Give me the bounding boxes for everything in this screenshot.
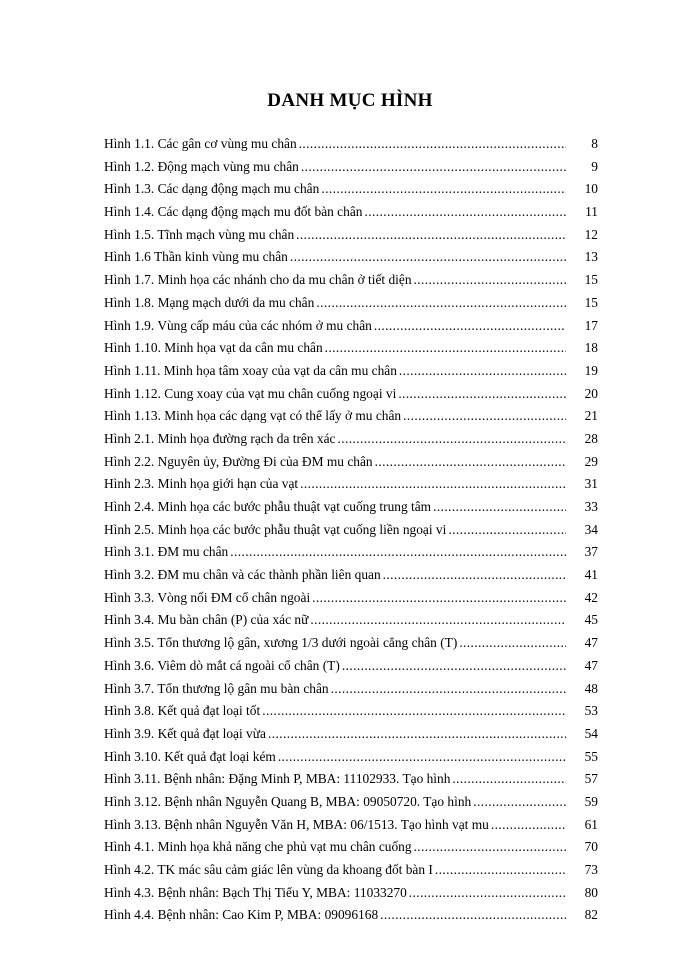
figure-caption: Hình 3.5. Tổn thương lộ gân, xương 1/3 dưới ngoài cẳng chân (T) — [104, 635, 458, 651]
figure-caption: Hình 3.11. Bệnh nhân: Đặng Minh P, MBA: 11102933. Tạo hình — [104, 771, 451, 787]
figure-list-item[interactable] — [104, 817, 598, 840]
figure-list-item[interactable] — [104, 408, 598, 431]
page-number: 34 — [584, 521, 598, 537]
dot-leader — [398, 386, 566, 402]
figure-caption: Hình 4.4. Bệnh nhân: Cao Kim P, MBA: 09096168 — [104, 907, 379, 923]
figure-caption: Hình 3.3. Vòng nối ĐM cổ chân ngoài — [104, 589, 311, 605]
page-number: 11 — [585, 204, 598, 220]
page-number: 31 — [584, 476, 598, 492]
dot-leader — [473, 794, 566, 810]
page-number: 41 — [584, 567, 598, 583]
figure-list-item[interactable] — [104, 612, 598, 635]
figure-caption: Hình 1.6 Thần kinh vùng mu chân — [104, 249, 288, 265]
page-number: 10 — [584, 181, 598, 197]
figure-caption: Hình 1.9. Vùng cấp máu của các nhóm ở mu chân — [104, 317, 372, 333]
figure-caption: Hình 3.13. Bệnh nhân Nguyễn Văn H, MBA: 06/1513. Tạo hình vạt mu — [104, 816, 489, 832]
page-number: 8 — [591, 136, 598, 151]
figure-caption: Hình 3.6. Viêm dò mắt cá ngoài cổ chân (T) — [104, 657, 340, 673]
dot-leader — [342, 658, 566, 674]
figure-caption: Hình 3.1. ĐM mu chân — [104, 544, 229, 560]
figure-list-item[interactable] — [104, 386, 598, 409]
page-number: 47 — [584, 657, 598, 673]
figure-caption: Hình 1.11. Minh họa tâm xoay của vạt da cân mu chân — [104, 362, 397, 378]
figure-list — [104, 136, 598, 930]
dot-leader — [374, 318, 566, 334]
figure-caption: Hình 1.2. Động mạch vùng mu chân — [104, 158, 299, 174]
dot-leader — [296, 227, 566, 243]
dot-leader — [338, 431, 566, 447]
figure-list-item[interactable] — [104, 794, 598, 817]
dot-leader — [300, 476, 566, 492]
dot-leader — [321, 181, 566, 197]
figure-caption: Hình 4.1. Minh họa khả năng che phủ vạt mu chân cuống — [104, 839, 412, 855]
figure-caption: Hình 1.3. Các dạng động mạch mu chân — [104, 181, 320, 197]
dot-leader — [452, 771, 566, 787]
figure-list-item[interactable] — [104, 590, 598, 613]
figure-caption: Hình 1.1. Các gân cơ vùng mu chân — [104, 136, 297, 151]
figure-list-item[interactable] — [104, 249, 598, 272]
figure-list-item[interactable] — [104, 136, 598, 159]
figure-list-item[interactable] — [104, 544, 598, 567]
dot-leader — [325, 340, 566, 356]
figure-caption: Hình 3.9. Kết quả đạt loại vừa — [104, 725, 266, 741]
dot-leader — [331, 681, 566, 697]
figure-list-item[interactable] — [104, 522, 598, 545]
page-number: 12 — [584, 226, 598, 242]
page-number: 54 — [584, 725, 598, 741]
page-number: 17 — [584, 317, 598, 333]
figure-list-item[interactable] — [104, 726, 598, 749]
figure-caption: Hình 3.8. Kết quả đạt loại tốt — [104, 703, 261, 719]
page-number: 18 — [584, 340, 598, 356]
dot-leader — [414, 272, 566, 288]
dot-leader — [230, 544, 566, 560]
figure-list-item[interactable] — [104, 703, 598, 726]
figure-list-item[interactable] — [104, 681, 598, 704]
dot-leader — [312, 590, 566, 606]
page-number: 55 — [584, 748, 598, 764]
figure-list-item[interactable] — [104, 749, 598, 772]
dot-leader — [383, 567, 566, 583]
dot-leader — [375, 454, 566, 470]
figure-list-item[interactable] — [104, 907, 598, 930]
page-number: 33 — [584, 499, 598, 514]
figure-caption: Hình 3.10. Kết quả đạt loại kém — [104, 748, 276, 764]
page-number: 48 — [584, 680, 598, 696]
dot-leader — [433, 499, 566, 515]
page-number: 19 — [584, 362, 598, 378]
dot-leader — [268, 726, 566, 742]
figure-list-item[interactable] — [104, 181, 598, 204]
figure-caption: Hình 1.12. Cung xoay của vạt mu chân cuống ngoại vi — [104, 385, 397, 401]
dot-leader — [414, 839, 566, 855]
page-number: 53 — [584, 703, 598, 719]
page-number: 82 — [584, 907, 598, 923]
dot-leader — [399, 363, 566, 379]
page-number: 47 — [584, 635, 598, 651]
figure-list-item[interactable] — [104, 771, 598, 794]
figure-caption: Hình 2.3. Minh họa giới hạn của vạt — [104, 476, 299, 492]
figure-list-item[interactable] — [104, 340, 598, 363]
dot-leader — [290, 249, 566, 265]
figure-list-item[interactable] — [104, 635, 598, 658]
figure-caption: Hình 4.2. TK mác sâu cảm giác lên vùng da khoang đốt bàn I — [104, 862, 433, 877]
figure-list-item[interactable] — [104, 862, 598, 885]
figure-list-item[interactable] — [104, 885, 598, 908]
dot-leader — [262, 703, 566, 719]
page-number: 21 — [584, 408, 598, 424]
page-number: 15 — [584, 294, 598, 310]
figure-caption: Hình 1.7. Minh họa các nhánh cho da mu chân ở tiết diện — [104, 272, 412, 288]
figure-list-item[interactable] — [104, 658, 598, 681]
figure-list-item[interactable] — [104, 476, 598, 499]
figure-list-item[interactable] — [104, 272, 598, 295]
figure-list-item[interactable] — [104, 454, 598, 477]
figure-caption: Hình 2.5. Minh họa các bước phẫu thuật vạt cuống liền ngoại vi — [104, 521, 447, 537]
page-number: 57 — [584, 771, 598, 787]
dot-leader — [409, 885, 566, 901]
page-number: 29 — [584, 453, 598, 469]
page-number: 20 — [584, 385, 598, 401]
page-number: 15 — [584, 272, 598, 288]
figure-list-item[interactable] — [104, 499, 598, 522]
page-number: 42 — [584, 589, 598, 605]
dot-leader — [364, 204, 566, 220]
dot-leader — [278, 749, 566, 765]
figure-caption: Hình 1.5. Tĩnh mạch vùng mu chân — [104, 226, 295, 242]
dot-leader — [403, 408, 566, 424]
page-number: 61 — [584, 816, 598, 832]
dot-leader — [316, 295, 566, 311]
dot-leader — [310, 612, 566, 628]
dot-leader — [299, 136, 566, 152]
page-number: 9 — [591, 158, 598, 174]
figure-list-item[interactable] — [104, 318, 598, 341]
figure-list-item[interactable] — [104, 159, 598, 182]
figure-caption: Hình 3.2. ĐM mu chân và các thành phần liên quan — [104, 567, 381, 583]
figure-list-item[interactable] — [104, 567, 598, 590]
page-number: 28 — [584, 430, 598, 446]
figure-caption: Hình 1.8. Mạng mạch dưới da mu chân — [104, 294, 315, 310]
figure-caption: Hình 4.3. Bệnh nhân: Bạch Thị Tiểu Y, MBA: 11033270 — [104, 884, 407, 900]
page-number: 73 — [584, 862, 598, 877]
figure-caption: Hình 1.10. Minh họa vạt da cân mu chân — [104, 340, 323, 356]
figure-list-item[interactable] — [104, 839, 598, 862]
figure-caption: Hình 1.13. Minh họa các dạng vạt có thể lấy ở mu chân — [104, 408, 402, 424]
dot-leader — [301, 159, 566, 175]
figure-caption: Hình 2.2. Nguyên ủy, Đường Đi của ĐM mu chân — [104, 453, 373, 469]
page-number: 70 — [584, 839, 598, 855]
figure-caption: Hình 2.4. Minh họa các bước phẫu thuật vạt cuống trung tâm — [104, 499, 432, 514]
figure-caption: Hình 1.4. Các dạng động mạch mu đốt bàn chân — [104, 204, 363, 220]
figure-list-item[interactable] — [104, 204, 598, 227]
figure-caption: Hình 2.1. Minh họa đường rạch da trên xác — [104, 430, 336, 446]
figure-caption: Hình 3.12. Bệnh nhân Nguyễn Quang B, MBA: 09050720. Tạo hình — [104, 793, 472, 809]
figure-list-item[interactable] — [104, 295, 598, 318]
dot-leader — [435, 862, 566, 878]
page-number: 45 — [584, 612, 598, 628]
dot-leader — [491, 817, 566, 833]
page-number: 37 — [584, 544, 598, 560]
figure-list-item[interactable] — [104, 431, 598, 454]
figure-list-item[interactable] — [104, 227, 598, 250]
figure-list-item[interactable] — [104, 363, 598, 386]
page-number: 59 — [584, 793, 598, 809]
page-number: 80 — [584, 884, 598, 900]
dot-leader — [459, 635, 566, 651]
page-number: 13 — [584, 249, 598, 265]
page-title: DANH MỤC HÌNH — [267, 90, 433, 111]
figure-caption: Hình 3.7. Tổn thương lộ gân mu bàn chân — [104, 680, 329, 696]
figure-caption: Hình 3.4. Mu bàn chân (P) của xác nữ — [104, 612, 309, 628]
dot-leader — [380, 907, 566, 923]
dot-leader — [448, 522, 566, 538]
